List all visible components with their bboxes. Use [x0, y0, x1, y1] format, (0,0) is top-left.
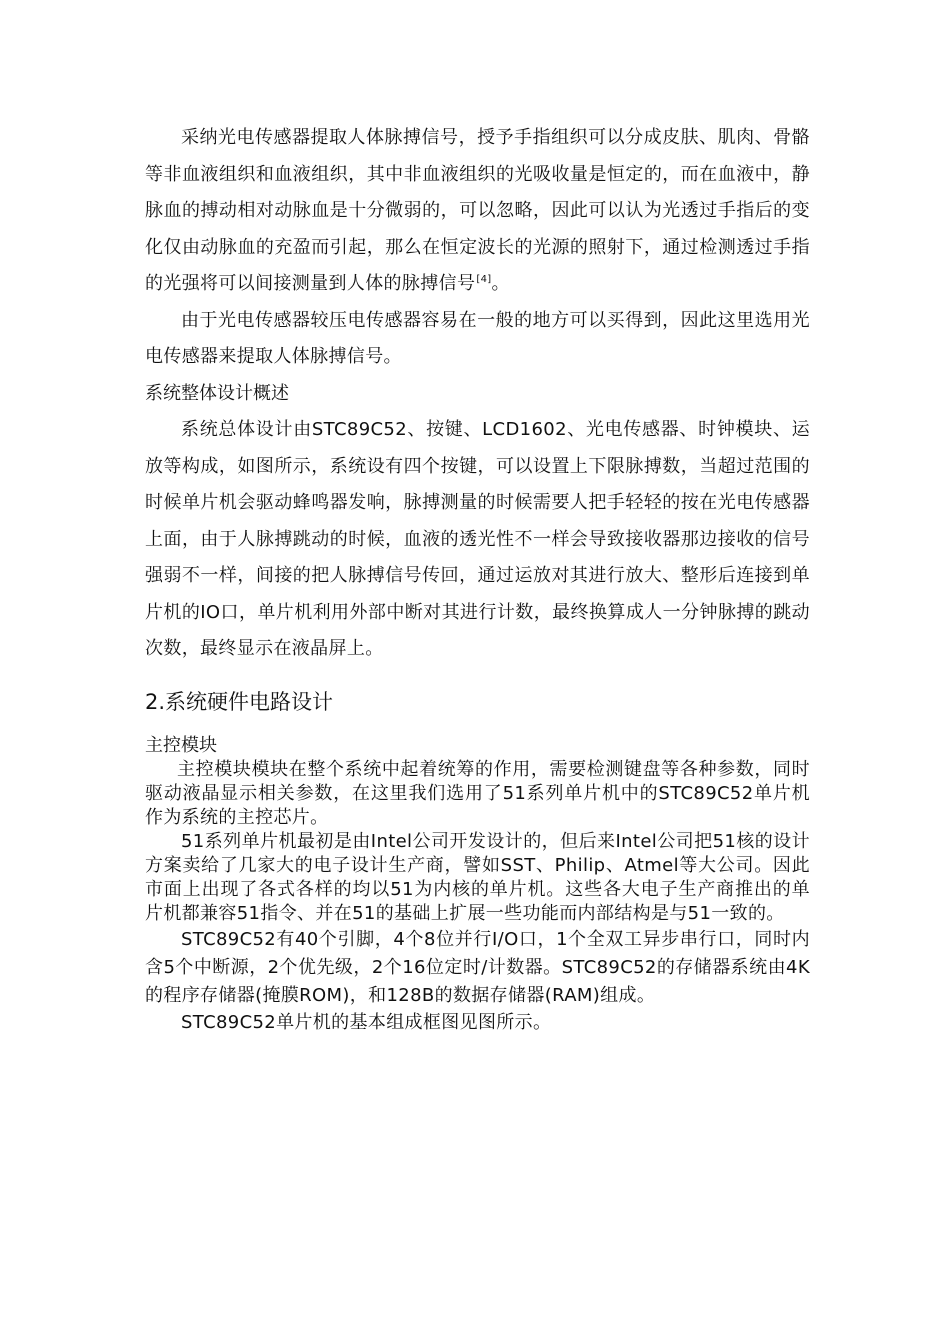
paragraph-tail: 。 — [491, 273, 510, 294]
subheading-main-control: 主控模块 — [145, 734, 217, 756]
paragraph-51-history: 51系列单片机最初是由Intel公司开发设计的，但后来Intel公司把51核的设计方案卖给了几家大的电子设计生产商，譬如SST、Philip、Atmel等大公司。因此市面上出现了各式各样的均以51为内核的单片机。这些各大电子生产商推出的单片机都兼容51指令、并在51的基础上扩展一些功能而内部结构是与51一致的。 — [145, 830, 810, 924]
paragraph-overview: 系统总体设计由STC89C52、按键、LCD1602、光电传感器、时钟模块、运放等构成，如图所示，系统设有四个按键，可以设置上下限脉搏数，当超过范围的时候单片机会驱动蜂鸣器发响，脉搏测量的时候需要人把手轻轻的按在光电传感器上面，由于人脉搏跳动的时候，血液的透光性不一样会导致接收器那边接收的信号强弱不一样，间接的把人脉搏信号传回，通过运放对其进行放大、整形后连接到单片机的IO口，单片机利用外部中断对其进行计数，最终换算成人一分钟脉搏的跳动次数，最终显示在液晶屏上。 — [145, 419, 810, 659]
paragraph-text: 采纳光电传感器提取人体脉搏信号，授予手指组织可以分成皮肤、肌肉、骨骼等非血液组织和血液组织，其中非血液组织的光吸收量是恒定的，而在血液中，静脉血的搏动相对动脉血是十分微弱的，可以忽略，因此可以认为光透过手指后的变化仅由动脉血的充盈而引起，那么在恒定波长的光源的照射下，通过检测透过手指的光强将可以间接测量到人体的脉搏信号 — [145, 127, 810, 294]
paragraph-sensor-choice: 由于光电传感器较压电传感器容易在一般的地方可以买得到，因此这里选用光电传感器来提取人体脉搏信号。 — [145, 309, 810, 367]
paragraph-stc89c52-specs: STC89C52有40个引脚，4个8位并行I/O口，1个全双工异步串行口，同时内含5个中断源，2个优先级，2个16位定时/计数器。STC89C52的存储器系统由4K的程序存储器(掩膜ROM)，和128B的数据存储器(RAM)组成。 — [145, 928, 810, 1006]
paragraph-block-diagram: STC89C52单片机的基本组成框图见图所示。 — [181, 1011, 552, 1033]
document-page — [145, 120, 810, 1035]
paragraph-main-control: 主控模块模块在整个系统中起着统筹的作用，需要检测键盘等各种参数，同时驱动液晶显示相关参数，在这里我们选用了51系列单片机中的STC89C52单片机作为系统的主控芯片。 — [145, 758, 810, 828]
subheading-overview: 系统整体设计概述 — [145, 382, 289, 404]
section-heading-hardware: 2.系统硬件电路设计 — [145, 689, 334, 714]
citation-reference: [4] — [476, 274, 492, 285]
paragraph-photoelectric-sensor — [145, 120, 810, 303]
